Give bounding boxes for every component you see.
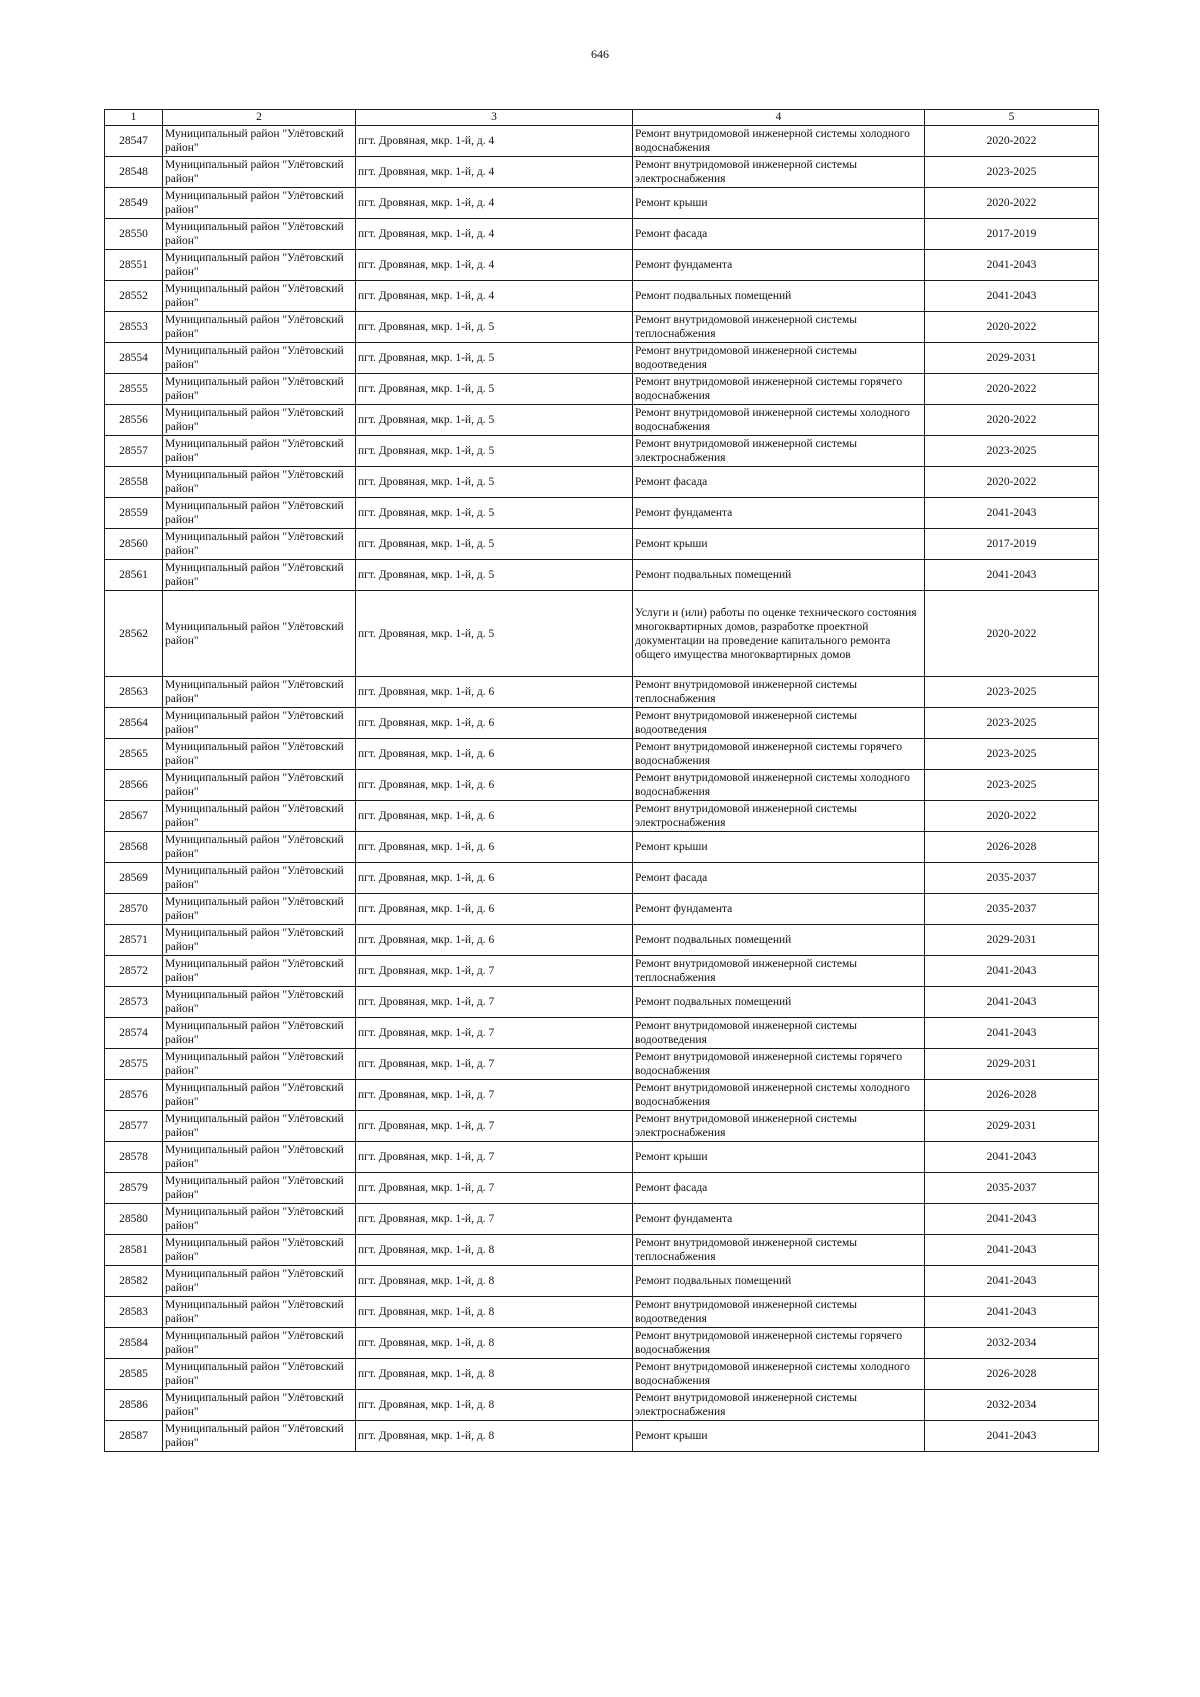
row-number: 28549 [105, 188, 163, 219]
work-type-cell: Ремонт крыши [633, 188, 925, 219]
district-cell: Муниципальный район "Улётовский район" [163, 560, 356, 591]
address-cell: пгт. Дровяная, мкр. 1-й, д. 7 [356, 1018, 633, 1049]
work-type-cell: Ремонт подвальных помещений [633, 987, 925, 1018]
address-cell: пгт. Дровяная, мкр. 1-й, д. 8 [356, 1328, 633, 1359]
work-type-cell: Ремонт внутридомовой инженерной системы водоотведения [633, 708, 925, 739]
table-row [105, 1297, 1099, 1328]
table-row [105, 374, 1099, 405]
row-number: 28550 [105, 219, 163, 250]
address-cell: пгт. Дровяная, мкр. 1-й, д. 6 [356, 770, 633, 801]
work-type-cell: Ремонт крыши [633, 529, 925, 560]
period-cell: 2020-2022 [925, 188, 1099, 219]
address-cell: пгт. Дровяная, мкр. 1-й, д. 5 [356, 529, 633, 560]
address-cell: пгт. Дровяная, мкр. 1-й, д. 7 [356, 1080, 633, 1111]
period-cell: 2023-2025 [925, 436, 1099, 467]
district-cell: Муниципальный район "Улётовский район" [163, 1204, 356, 1235]
work-type-cell: Ремонт фасада [633, 863, 925, 894]
table-row [105, 405, 1099, 436]
table-row [105, 863, 1099, 894]
district-cell: Муниципальный район "Улётовский район" [163, 467, 356, 498]
period-cell: 2020-2022 [925, 801, 1099, 832]
district-cell: Муниципальный район "Улётовский район" [163, 925, 356, 956]
row-number: 28559 [105, 498, 163, 529]
row-number: 28587 [105, 1421, 163, 1452]
period-cell: 2041-2043 [925, 1266, 1099, 1297]
address-cell: пгт. Дровяная, мкр. 1-й, д. 5 [356, 436, 633, 467]
row-number: 28569 [105, 863, 163, 894]
row-number: 28552 [105, 281, 163, 312]
row-number: 28562 [105, 591, 163, 677]
row-number: 28547 [105, 126, 163, 157]
district-cell: Муниципальный район "Улётовский район" [163, 1235, 356, 1266]
district-cell: Муниципальный район "Улётовский район" [163, 281, 356, 312]
row-number: 28570 [105, 894, 163, 925]
district-cell: Муниципальный район "Улётовский район" [163, 1049, 356, 1080]
table-row [105, 1390, 1099, 1421]
table-row [105, 1049, 1099, 1080]
work-type-cell: Ремонт внутридомовой инженерной системы электроснабжения [633, 1390, 925, 1421]
district-cell: Муниципальный район "Улётовский район" [163, 219, 356, 250]
row-number: 28572 [105, 956, 163, 987]
table-row [105, 1359, 1099, 1390]
row-number: 28561 [105, 560, 163, 591]
row-number: 28556 [105, 405, 163, 436]
period-cell: 2023-2025 [925, 708, 1099, 739]
work-type-cell: Ремонт крыши [633, 1142, 925, 1173]
address-cell: пгт. Дровяная, мкр. 1-й, д. 7 [356, 987, 633, 1018]
district-cell: Муниципальный район "Улётовский район" [163, 1328, 356, 1359]
district-cell: Муниципальный район "Улётовский район" [163, 832, 356, 863]
table-row [105, 1328, 1099, 1359]
work-type-cell: Ремонт фундамента [633, 498, 925, 529]
table-header-row [105, 110, 1099, 126]
column-header-5: 5 [925, 110, 1099, 126]
work-type-cell: Ремонт внутридомовой инженерной системы водоотведения [633, 1297, 925, 1328]
table-row [105, 956, 1099, 987]
period-cell: 2029-2031 [925, 1049, 1099, 1080]
period-cell: 2026-2028 [925, 1359, 1099, 1390]
row-number: 28551 [105, 250, 163, 281]
table-row [105, 1142, 1099, 1173]
district-cell: Муниципальный район "Улётовский район" [163, 863, 356, 894]
row-number: 28571 [105, 925, 163, 956]
address-cell: пгт. Дровяная, мкр. 1-й, д. 7 [356, 1173, 633, 1204]
address-cell: пгт. Дровяная, мкр. 1-й, д. 4 [356, 188, 633, 219]
address-cell: пгт. Дровяная, мкр. 1-й, д. 5 [356, 498, 633, 529]
row-number: 28553 [105, 312, 163, 343]
work-type-cell: Ремонт внутридомовой инженерной системы электроснабжения [633, 1111, 925, 1142]
district-cell: Муниципальный район "Улётовский район" [163, 677, 356, 708]
table-row [105, 1266, 1099, 1297]
district-cell: Муниципальный район "Улётовский район" [163, 1080, 356, 1111]
address-cell: пгт. Дровяная, мкр. 1-й, д. 6 [356, 739, 633, 770]
district-cell: Муниципальный район "Улётовский район" [163, 343, 356, 374]
work-type-cell: Ремонт внутридомовой инженерной системы электроснабжения [633, 801, 925, 832]
district-cell: Муниципальный район "Улётовский район" [163, 1266, 356, 1297]
district-cell: Муниципальный район "Улётовский район" [163, 1111, 356, 1142]
address-cell: пгт. Дровяная, мкр. 1-й, д. 5 [356, 591, 633, 677]
row-number: 28584 [105, 1328, 163, 1359]
table-row [105, 436, 1099, 467]
district-cell: Муниципальный район "Улётовский район" [163, 1390, 356, 1421]
district-cell: Муниципальный район "Улётовский район" [163, 126, 356, 157]
row-number: 28555 [105, 374, 163, 405]
address-cell: пгт. Дровяная, мкр. 1-й, д. 6 [356, 677, 633, 708]
table-row [105, 529, 1099, 560]
table-row [105, 1235, 1099, 1266]
address-cell: пгт. Дровяная, мкр. 1-й, д. 6 [356, 708, 633, 739]
row-number: 28581 [105, 1235, 163, 1266]
period-cell: 2029-2031 [925, 925, 1099, 956]
table-row [105, 832, 1099, 863]
period-cell: 2017-2019 [925, 529, 1099, 560]
period-cell: 2020-2022 [925, 374, 1099, 405]
address-cell: пгт. Дровяная, мкр. 1-й, д. 7 [356, 1142, 633, 1173]
district-cell: Муниципальный район "Улётовский район" [163, 1018, 356, 1049]
work-type-cell: Ремонт внутридомовой инженерной системы холодного водоснабжения [633, 126, 925, 157]
work-type-cell: Ремонт внутридомовой инженерной системы электроснабжения [633, 436, 925, 467]
period-cell: 2020-2022 [925, 591, 1099, 677]
row-number: 28554 [105, 343, 163, 374]
district-cell: Муниципальный район "Улётовский район" [163, 987, 356, 1018]
row-number: 28580 [105, 1204, 163, 1235]
table-row [105, 591, 1099, 677]
table-row [105, 1173, 1099, 1204]
district-cell: Муниципальный район "Улётовский район" [163, 1297, 356, 1328]
column-header-1: 1 [105, 110, 163, 126]
address-cell: пгт. Дровяная, мкр. 1-й, д. 8 [356, 1390, 633, 1421]
period-cell: 2041-2043 [925, 956, 1099, 987]
address-cell: пгт. Дровяная, мкр. 1-й, д. 6 [356, 863, 633, 894]
work-type-cell: Ремонт фасада [633, 1173, 925, 1204]
table-row [105, 770, 1099, 801]
address-cell: пгт. Дровяная, мкр. 1-й, д. 6 [356, 894, 633, 925]
table-row [105, 894, 1099, 925]
address-cell: пгт. Дровяная, мкр. 1-й, д. 4 [356, 157, 633, 188]
period-cell: 2041-2043 [925, 1421, 1099, 1452]
district-cell: Муниципальный район "Улётовский район" [163, 188, 356, 219]
address-cell: пгт. Дровяная, мкр. 1-й, д. 5 [356, 343, 633, 374]
table-body [105, 126, 1099, 1452]
address-cell: пгт. Дровяная, мкр. 1-й, д. 6 [356, 801, 633, 832]
period-cell: 2041-2043 [925, 1297, 1099, 1328]
address-cell: пгт. Дровяная, мкр. 1-й, д. 5 [356, 374, 633, 405]
table-row [105, 343, 1099, 374]
work-type-cell: Ремонт фасада [633, 219, 925, 250]
address-cell: пгт. Дровяная, мкр. 1-й, д. 5 [356, 467, 633, 498]
address-cell: пгт. Дровяная, мкр. 1-й, д. 7 [356, 1111, 633, 1142]
address-cell: пгт. Дровяная, мкр. 1-й, д. 5 [356, 405, 633, 436]
table-row [105, 219, 1099, 250]
table-row [105, 1080, 1099, 1111]
work-type-cell: Ремонт внутридомовой инженерной системы электроснабжения [633, 157, 925, 188]
period-cell: 2023-2025 [925, 770, 1099, 801]
row-number: 28566 [105, 770, 163, 801]
address-cell: пгт. Дровяная, мкр. 1-й, д. 8 [356, 1359, 633, 1390]
district-cell: Муниципальный район "Улётовский район" [163, 498, 356, 529]
table-row [105, 1204, 1099, 1235]
address-cell: пгт. Дровяная, мкр. 1-й, д. 8 [356, 1266, 633, 1297]
district-cell: Муниципальный район "Улётовский район" [163, 157, 356, 188]
row-number: 28575 [105, 1049, 163, 1080]
district-cell: Муниципальный район "Улётовский район" [163, 956, 356, 987]
table-row [105, 739, 1099, 770]
table-row [105, 250, 1099, 281]
work-type-cell: Ремонт подвальных помещений [633, 560, 925, 591]
row-number: 28560 [105, 529, 163, 560]
row-number: 28574 [105, 1018, 163, 1049]
row-number: 28573 [105, 987, 163, 1018]
period-cell: 2041-2043 [925, 1204, 1099, 1235]
work-type-cell: Ремонт подвальных помещений [633, 925, 925, 956]
table-row [105, 312, 1099, 343]
table-row [105, 560, 1099, 591]
work-type-cell: Ремонт фасада [633, 467, 925, 498]
row-number: 28583 [105, 1297, 163, 1328]
district-cell: Муниципальный район "Улётовский район" [163, 1421, 356, 1452]
table-row [105, 1421, 1099, 1452]
address-cell: пгт. Дровяная, мкр. 1-й, д. 6 [356, 925, 633, 956]
district-cell: Муниципальный район "Улётовский район" [163, 1142, 356, 1173]
page-number: 646 [591, 47, 609, 61]
work-type-cell: Ремонт внутридомовой инженерной системы водоотведения [633, 1018, 925, 1049]
address-cell: пгт. Дровяная, мкр. 1-й, д. 4 [356, 219, 633, 250]
address-cell: пгт. Дровяная, мкр. 1-й, д. 7 [356, 956, 633, 987]
district-cell: Муниципальный район "Улётовский район" [163, 591, 356, 677]
period-cell: 2026-2028 [925, 832, 1099, 863]
work-type-cell: Ремонт внутридомовой инженерной системы горячего водоснабжения [633, 374, 925, 405]
district-cell: Муниципальный район "Улётовский район" [163, 894, 356, 925]
work-type-cell: Ремонт фундамента [633, 250, 925, 281]
address-cell: пгт. Дровяная, мкр. 1-й, д. 4 [356, 126, 633, 157]
address-cell: пгт. Дровяная, мкр. 1-й, д. 7 [356, 1204, 633, 1235]
work-type-cell: Ремонт внутридомовой инженерной системы водоотведения [633, 343, 925, 374]
district-cell: Муниципальный район "Улётовский район" [163, 739, 356, 770]
address-cell: пгт. Дровяная, мкр. 1-й, д. 4 [356, 250, 633, 281]
period-cell: 2032-2034 [925, 1390, 1099, 1421]
column-header-4: 4 [633, 110, 925, 126]
table-row [105, 157, 1099, 188]
row-number: 28564 [105, 708, 163, 739]
work-type-cell: Услуги и (или) работы по оценке технического состояния многоквартирных домов, разработке проектной документации на проведение капитального ремонта общего имущества многоквартирных домов [633, 591, 925, 677]
period-cell: 2023-2025 [925, 157, 1099, 188]
district-cell: Муниципальный район "Улётовский район" [163, 436, 356, 467]
table-row [105, 708, 1099, 739]
period-cell: 2041-2043 [925, 1018, 1099, 1049]
table-row [105, 498, 1099, 529]
table-row [105, 677, 1099, 708]
period-cell: 2023-2025 [925, 677, 1099, 708]
period-cell: 2041-2043 [925, 250, 1099, 281]
row-number: 28557 [105, 436, 163, 467]
work-type-cell: Ремонт крыши [633, 1421, 925, 1452]
table-row [105, 987, 1099, 1018]
work-type-cell: Ремонт крыши [633, 832, 925, 863]
district-cell: Муниципальный район "Улётовский район" [163, 312, 356, 343]
period-cell: 2041-2043 [925, 987, 1099, 1018]
row-number: 28586 [105, 1390, 163, 1421]
work-type-cell: Ремонт фундамента [633, 1204, 925, 1235]
period-cell: 2026-2028 [925, 1080, 1099, 1111]
work-type-cell: Ремонт фундамента [633, 894, 925, 925]
table-row [105, 281, 1099, 312]
work-type-cell: Ремонт внутридомовой инженерной системы теплоснабжения [633, 956, 925, 987]
period-cell: 2020-2022 [925, 126, 1099, 157]
work-type-cell: Ремонт внутридомовой инженерной системы теплоснабжения [633, 677, 925, 708]
district-cell: Муниципальный район "Улётовский район" [163, 374, 356, 405]
work-type-cell: Ремонт подвальных помещений [633, 1266, 925, 1297]
district-cell: Муниципальный район "Улётовский район" [163, 1359, 356, 1390]
row-number: 28585 [105, 1359, 163, 1390]
period-cell: 2041-2043 [925, 1235, 1099, 1266]
work-type-cell: Ремонт внутридомовой инженерной системы горячего водоснабжения [633, 739, 925, 770]
row-number: 28568 [105, 832, 163, 863]
table-row [105, 1111, 1099, 1142]
work-type-cell: Ремонт подвальных помещений [633, 281, 925, 312]
district-cell: Муниципальный район "Улётовский район" [163, 405, 356, 436]
address-cell: пгт. Дровяная, мкр. 1-й, д. 8 [356, 1421, 633, 1452]
column-header-2: 2 [163, 110, 356, 126]
district-cell: Муниципальный район "Улётовский район" [163, 708, 356, 739]
period-cell: 2032-2034 [925, 1328, 1099, 1359]
work-type-cell: Ремонт внутридомовой инженерной системы холодного водоснабжения [633, 1080, 925, 1111]
table-row [105, 1018, 1099, 1049]
district-cell: Муниципальный район "Улётовский район" [163, 770, 356, 801]
row-number: 28548 [105, 157, 163, 188]
work-type-cell: Ремонт внутридомовой инженерной системы холодного водоснабжения [633, 770, 925, 801]
row-number: 28565 [105, 739, 163, 770]
row-number: 28576 [105, 1080, 163, 1111]
period-cell: 2029-2031 [925, 1111, 1099, 1142]
district-cell: Муниципальный район "Улётовский район" [163, 1173, 356, 1204]
table-row [105, 126, 1099, 157]
address-cell: пгт. Дровяная, мкр. 1-й, д. 5 [356, 560, 633, 591]
address-cell: пгт. Дровяная, мкр. 1-й, д. 7 [356, 1049, 633, 1080]
period-cell: 2035-2037 [925, 894, 1099, 925]
table-row [105, 925, 1099, 956]
district-cell: Муниципальный район "Улётовский район" [163, 801, 356, 832]
period-cell: 2020-2022 [925, 467, 1099, 498]
work-type-cell: Ремонт внутридомовой инженерной системы теплоснабжения [633, 1235, 925, 1266]
table-row [105, 467, 1099, 498]
row-number: 28563 [105, 677, 163, 708]
period-cell: 2041-2043 [925, 1142, 1099, 1173]
period-cell: 2020-2022 [925, 405, 1099, 436]
period-cell: 2035-2037 [925, 1173, 1099, 1204]
row-number: 28582 [105, 1266, 163, 1297]
work-type-cell: Ремонт внутридомовой инженерной системы горячего водоснабжения [633, 1049, 925, 1080]
work-type-cell: Ремонт внутридомовой инженерной системы теплоснабжения [633, 312, 925, 343]
address-cell: пгт. Дровяная, мкр. 1-й, д. 8 [356, 1297, 633, 1328]
period-cell: 2029-2031 [925, 343, 1099, 374]
district-cell: Муниципальный район "Улётовский район" [163, 250, 356, 281]
table-row [105, 801, 1099, 832]
address-cell: пгт. Дровяная, мкр. 1-й, д. 4 [356, 281, 633, 312]
period-cell: 2035-2037 [925, 863, 1099, 894]
address-cell: пгт. Дровяная, мкр. 1-й, д. 8 [356, 1235, 633, 1266]
period-cell: 2020-2022 [925, 312, 1099, 343]
period-cell: 2023-2025 [925, 739, 1099, 770]
row-number: 28579 [105, 1173, 163, 1204]
row-number: 28567 [105, 801, 163, 832]
table-row [105, 188, 1099, 219]
row-number: 28578 [105, 1142, 163, 1173]
period-cell: 2017-2019 [925, 219, 1099, 250]
address-cell: пгт. Дровяная, мкр. 1-й, д. 6 [356, 832, 633, 863]
work-type-cell: Ремонт внутридомовой инженерной системы холодного водоснабжения [633, 1359, 925, 1390]
work-type-cell: Ремонт внутридомовой инженерной системы холодного водоснабжения [633, 405, 925, 436]
period-cell: 2041-2043 [925, 498, 1099, 529]
row-number: 28558 [105, 467, 163, 498]
column-header-3: 3 [356, 110, 633, 126]
period-cell: 2041-2043 [925, 281, 1099, 312]
work-type-cell: Ремонт внутридомовой инженерной системы горячего водоснабжения [633, 1328, 925, 1359]
district-cell: Муниципальный район "Улётовский район" [163, 529, 356, 560]
period-cell: 2041-2043 [925, 560, 1099, 591]
row-number: 28577 [105, 1111, 163, 1142]
repair-schedule-table [104, 109, 1099, 1452]
address-cell: пгт. Дровяная, мкр. 1-й, д. 5 [356, 312, 633, 343]
